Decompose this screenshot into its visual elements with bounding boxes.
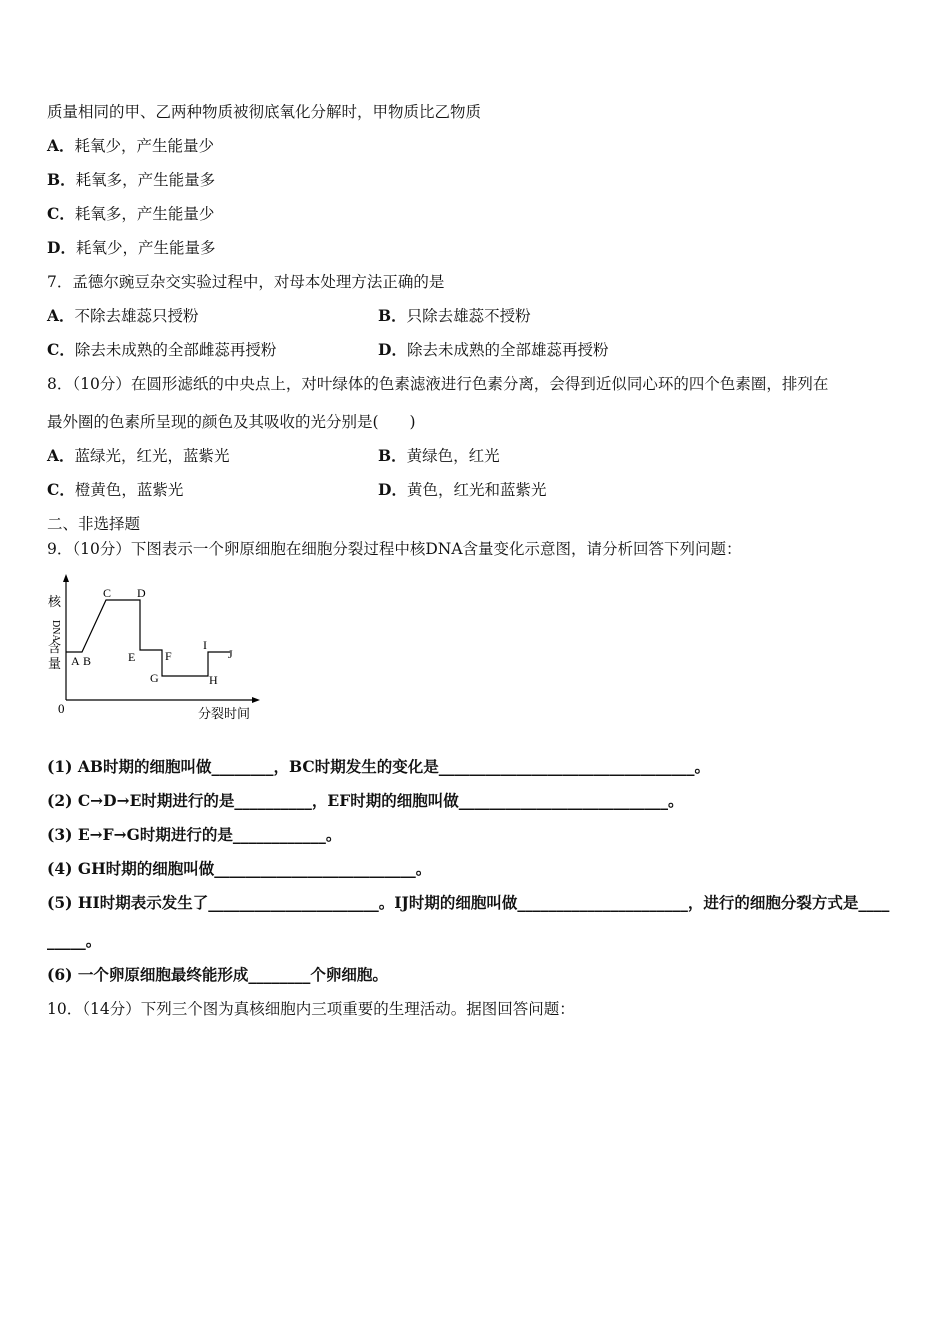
- option-text: 蓝绿光，红光，蓝紫光: [74, 447, 230, 465]
- option-text: 耗氧少，产生能量少: [74, 137, 215, 155]
- option-text: 耗氧少，产生能量多: [75, 239, 216, 257]
- point-label-a: A: [71, 654, 80, 668]
- point-label-d: D: [137, 586, 146, 600]
- option-key: D．: [378, 480, 407, 499]
- point-label-b: B: [83, 654, 92, 668]
- answer-blank[interactable]: ______________________: [517, 893, 688, 912]
- y-label-3: 含: [48, 640, 62, 655]
- section-heading: 二、非选择题: [47, 515, 141, 533]
- sub2-text-2: ，EF时期的细胞叫做: [311, 791, 459, 810]
- sub1-text-1: (1) AB时期的细胞叫做: [47, 757, 212, 776]
- option-key: A．: [47, 306, 75, 325]
- q9-sub1: [47, 757, 710, 777]
- option-key: D．: [378, 340, 407, 359]
- sub6-text-2: 个卵细胞。: [310, 965, 388, 984]
- answer-blank[interactable]: __________: [234, 791, 312, 810]
- q6-option-b: [47, 170, 215, 190]
- q9-stem-text: 下图表示一个卵原细胞在细胞分裂过程中核DNA含量变化示意图，请分析回答下列问题：: [130, 540, 742, 558]
- q7-option-a: [47, 307, 199, 325]
- q6-option-d: [47, 238, 215, 258]
- option-text: 黄绿色，红光: [406, 447, 500, 465]
- option-key: B．: [47, 170, 76, 189]
- sub1-text-3: 。: [694, 757, 710, 776]
- sub2-text-3: 。: [668, 791, 684, 810]
- answer-blank[interactable]: __________________________: [214, 859, 416, 878]
- sub5-text-4: 。: [85, 931, 102, 950]
- q10-stem: [47, 999, 575, 1019]
- q9-sub5-continued: [47, 931, 101, 951]
- sub5-text-3: ，进行的细胞分裂方式是: [687, 893, 859, 912]
- q9-sub6: [47, 965, 388, 985]
- x-axis-arrow-icon: [252, 697, 260, 703]
- q8-option-b: [378, 446, 500, 466]
- answer-blank[interactable]: _________________________________: [438, 757, 695, 776]
- y-label-2: DNA: [50, 620, 61, 642]
- q7-options-row1: [47, 306, 907, 326]
- option-key: A．: [47, 446, 75, 465]
- option-key: B．: [378, 306, 407, 325]
- point-label-c: C: [103, 586, 112, 600]
- q6-option-a: [47, 136, 214, 156]
- q10-stem-text: 下列三个图为真核细胞内三项重要的生理活动。据图回答问题：: [140, 1000, 575, 1018]
- sub6-text-1: (6) 一个卵原细胞最终能形成: [47, 965, 249, 984]
- sub3-text-1: (3) E→F→G时期进行的是: [47, 825, 233, 844]
- q8-option-d: [378, 480, 546, 500]
- q9-sub5: [47, 893, 889, 913]
- option-key: C．: [47, 480, 75, 499]
- q7-stem: 7．孟德尔豌豆杂交实验过程中，对母本处理方法正确的是: [47, 273, 445, 291]
- option-key: A．: [47, 136, 75, 155]
- answer-blank[interactable]: _____: [47, 931, 86, 950]
- q9-number: 9．（10分）: [47, 540, 131, 558]
- point-label-f: F: [165, 649, 172, 663]
- answer-blank[interactable]: ______________________: [208, 893, 379, 912]
- option-text: 耗氧多，产生能量少: [74, 205, 215, 223]
- answer-blank[interactable]: ________: [248, 965, 311, 984]
- sub3-text-2: 。: [325, 825, 342, 844]
- q8-option-a: [47, 447, 230, 465]
- option-text: 不除去雄蕊只授粉: [74, 307, 199, 325]
- point-label-j: J: [228, 647, 233, 661]
- y-label-4: 量: [48, 656, 62, 671]
- answer-blank[interactable]: ___________________________: [458, 791, 668, 810]
- q8-stem-line2: 最外圈的色素所呈现的颜色及其吸收的光分别是( ): [47, 413, 416, 431]
- q8-stem-line1: [47, 374, 828, 394]
- option-text: 只除去雄蕊不授粉: [406, 307, 531, 325]
- answer-blank[interactable]: ____: [858, 893, 890, 912]
- option-key: C．: [47, 340, 75, 359]
- q6-option-c: [47, 204, 214, 224]
- option-key: B．: [378, 446, 407, 465]
- option-key: D．: [47, 238, 76, 257]
- point-label-g: G: [150, 671, 159, 685]
- q7-option-b: [378, 306, 531, 326]
- q7-options-row2: [47, 340, 907, 360]
- option-text: 黄色，红光和蓝紫光: [406, 481, 547, 499]
- sub4-text-1: (4) GH时期的细胞叫做: [47, 859, 215, 878]
- sub1-text-2: ，BC时期发生的变化是: [273, 757, 439, 776]
- x-label: 分裂时间: [198, 706, 251, 721]
- q8-options-row1: [47, 446, 907, 466]
- q10-number: 10．（14分）: [47, 1000, 141, 1018]
- q7-option-c: [47, 341, 276, 359]
- option-key: C．: [47, 204, 75, 223]
- sub5-text-2: 。IJ时期的细胞叫做: [378, 893, 518, 912]
- option-text: 橙黄色，蓝紫光: [74, 481, 184, 499]
- q9-sub3: [47, 825, 341, 845]
- q6-stem: 质量相同的甲、乙两种物质被彻底氧化分解时，甲物质比乙物质: [47, 103, 482, 121]
- option-text: 除去未成熟的全部雄蕊再授粉: [406, 341, 609, 359]
- q7-option-d: [378, 340, 608, 360]
- point-label-h: H: [209, 673, 218, 687]
- sub4-text-2: 。: [415, 859, 432, 878]
- point-label-i: I: [203, 638, 207, 652]
- option-text: 耗氧多，产生能量多: [75, 171, 216, 189]
- sub2-text-1: (2) C→D→E时期进行的是: [47, 791, 235, 810]
- q9-stem: [47, 539, 742, 559]
- answer-blank[interactable]: ________: [211, 757, 274, 776]
- point-label-e: E: [128, 650, 136, 664]
- y-label-1: 核: [48, 594, 62, 609]
- option-text: 除去未成熟的全部雌蕊再授粉: [74, 341, 277, 359]
- q8-option-c: [47, 481, 183, 499]
- origin-label: 0: [58, 701, 65, 716]
- sub5-text-1: (5) HI时期表示发生了: [47, 893, 209, 912]
- q8-stem-text: 在圆形滤纸的中央点上，对叶绿体的色素滤液进行色素分离，会得到近似同心环的四个色素圈，排列在: [130, 375, 829, 393]
- q8-options-row2: [47, 480, 907, 500]
- q9-sub2: [47, 791, 684, 811]
- q8-number: 8．（10分）: [47, 375, 131, 393]
- q9-sub4: [47, 859, 431, 879]
- answer-blank[interactable]: ____________: [232, 825, 326, 844]
- y-axis-arrow-icon: [63, 574, 69, 582]
- dna-content-graph: [40, 572, 270, 730]
